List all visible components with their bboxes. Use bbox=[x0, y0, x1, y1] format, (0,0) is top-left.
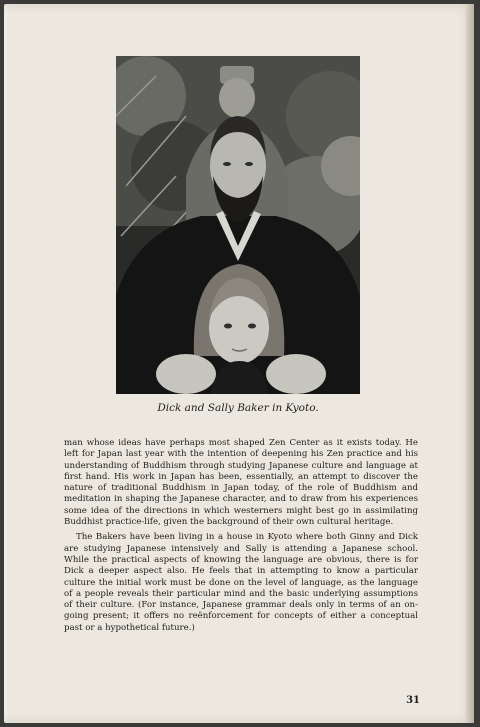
photograph-dick-and-sally-baker bbox=[116, 56, 360, 394]
page-number: 31 bbox=[406, 695, 420, 706]
photo-caption: Dick and Sally Baker in Kyoto. bbox=[157, 402, 319, 414]
page-edge bbox=[466, 4, 474, 723]
book-page bbox=[4, 4, 474, 723]
article-body bbox=[64, 438, 418, 634]
paragraph: man whose ideas have perhaps most shaped Zen Center as it exists today. He left for Japan last year with the intention of deepening his Zen practice and his understanding of Buddhism through studying Japanese culture and language at first hand. His work in Japan has been, essentially, an attempt to discover the nature of traditional Buddhism in Japan today, of the role of Buddhism and meditation in shaping the Japanese character, and to draw from his experiences some idea of the directions in which westerners might best go in assimilating Buddhist practice-life, given the background of their own cultural heritage. bbox=[64, 438, 418, 528]
paragraph: The Bakers have been living in a house in Kyoto where both Ginny and Dick are studying Japanese intensively and Sally is attending a Japanese school. While the practical aspects of knowing the language are obvious, there is for Dick a deeper aspect also. He feels that in attempting to know a particular culture the initial work must be done on the level of language, as the language of a people reveals their particular mind and the basic underlying assumptions of their culture. (For instance, Japanese grammar deals only in terms of an on-going present; it offers no reënforcement for concepts of either a conceptual past or a hypothetical future.) bbox=[64, 532, 418, 633]
